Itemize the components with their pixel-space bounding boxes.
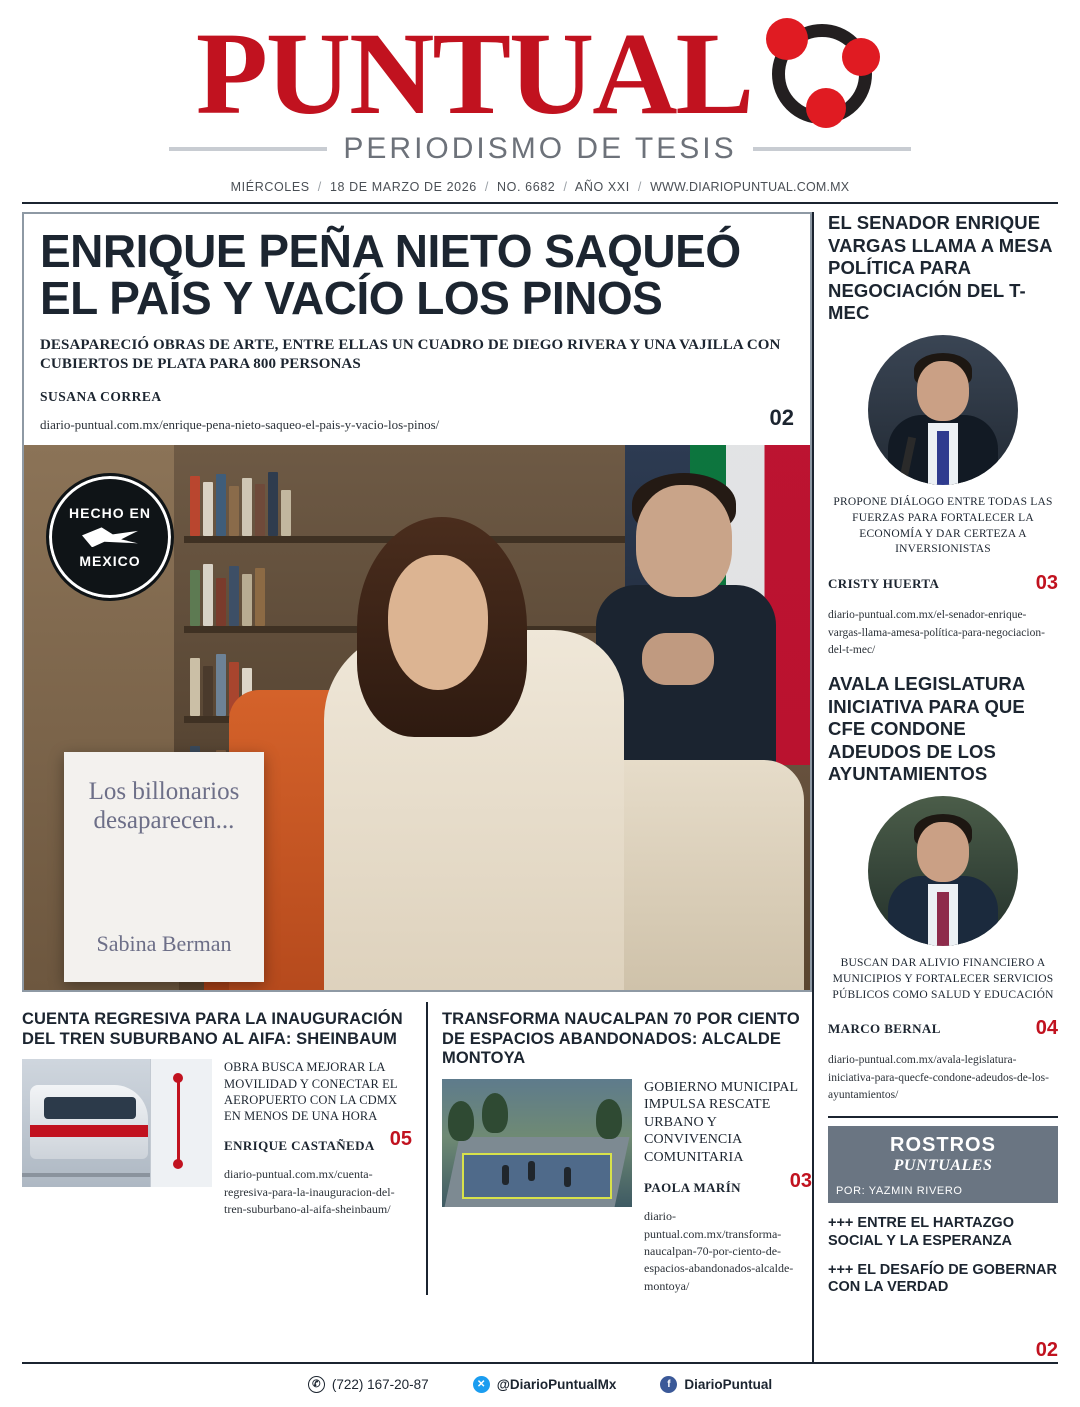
footer-phone-text: (722) 167-20-87	[331, 1377, 429, 1392]
bottom-stories	[22, 1002, 812, 1295]
rostros-item-1[interactable]: +++ ENTRE EL HARTAZGO SOCIAL Y LA ESPERANZA	[828, 1215, 1014, 1249]
rostros-subtitle: PUNTUALES	[893, 1157, 993, 1175]
rostros-page-number: 02	[1035, 1338, 1058, 1361]
footer-twitter-text: @DiarioPuntualMx	[496, 1377, 617, 1392]
bottom-story-1-thumbnail	[22, 1059, 212, 1187]
lead-footer	[40, 405, 794, 433]
phone-icon: ✆	[308, 1376, 325, 1393]
lead-photo	[24, 445, 810, 990]
bottom-story-2[interactable]	[426, 1002, 812, 1295]
tagline: PERIODISMO DE TESIS	[343, 132, 737, 165]
sidebar-story-2-photo	[868, 796, 1018, 946]
bottom-story-2-headline: TRANSFORMA NAUCALPAN 70 POR CIENTO DE ESPACIOS ABANDONADOS: ALCALDE MONTOYA	[442, 1010, 800, 1068]
sidebar-story-1[interactable]	[828, 212, 1058, 659]
stamp-top-text: HECHO EN	[69, 505, 151, 522]
bottom-story-2-thumbnail	[442, 1079, 632, 1207]
rostros-banner	[828, 1126, 1058, 1185]
rostros-title: ROSTROS	[890, 1134, 996, 1157]
dateline-day: MIÉRCOLES	[230, 180, 310, 194]
lead-headline-line2: EL PAÍS Y VACÍO LOS PINOS	[40, 271, 663, 324]
rostros-section[interactable]	[828, 1116, 1058, 1362]
twitter-icon: ✕	[473, 1376, 490, 1393]
main-column	[22, 212, 812, 1362]
footer-twitter[interactable]	[473, 1376, 617, 1393]
footer-facebook[interactable]	[660, 1376, 772, 1393]
sidebar-story-1-deck: PROPONE DIÁLOGO ENTRE TODAS LAS FUERZAS PARA FORTALECER LA ECONOMÍA Y DAR CERTEZA A INVERSIONISTAS	[833, 495, 1053, 556]
sidebar	[812, 212, 1058, 1362]
dateline-issue: NO. 6682	[497, 180, 556, 194]
sidebar-story-1-link[interactable]: diario-puntual.com.mx/el-senador-enrique-vargas-llama-amesa-política-para-negociacion-del-t-mec/	[828, 609, 1045, 656]
lead-story[interactable]	[22, 212, 812, 992]
bottom-story-1-headline: CUENTA REGRESIVA PARA LA INAUGURACIÓN DEL TREN SUBURBANO AL AIFA: SHEINBAUM	[22, 1010, 403, 1048]
bottom-story-1-link[interactable]: diario-puntual.com.mx/cuenta-regresiva-para-la-inauguracion-del-tren-suburbano-al-aifa-sheinbaum/	[224, 1167, 395, 1217]
bottom-story-1-page: 05	[389, 1127, 412, 1150]
dateline: MIÉRCOLES / 18 DE MARZO DE 2026 / NO. 6682 / AÑO XXI / WWW.DIARIOPUNTUAL.COM.MX	[230, 180, 850, 194]
page-grid	[0, 212, 1080, 1362]
book-cover	[64, 752, 264, 982]
lead-headline	[40, 225, 794, 324]
lead-headline-line1: ENRIQUE PEÑA NIETO SAQUEÓ	[40, 225, 741, 277]
lead-subhead: DESAPARECIÓ OBRAS DE ARTE, ENTRE ELLAS UN CUADRO DE DIEGO RIVERA Y UNA VAJILLA CON CUBIERTOS DE PLATA PARA 800 PERSONAS	[40, 336, 781, 372]
logo	[0, 7, 1080, 139]
facebook-icon: f	[660, 1376, 677, 1393]
bottom-story-1-deck: OBRA BUSCA MEJORAR LA MOVILIDAD Y CONECTAR EL AEROPUERTO CON LA CDMX EN MENOS DE UNA HORA	[224, 1060, 398, 1123]
book-title: Los billonarios desaparecen...	[88, 778, 240, 835]
bottom-story-2-author: PAOLA MARÍN	[644, 1180, 741, 1196]
hecho-en-mexico-badge	[46, 473, 174, 601]
bottom-story-1[interactable]	[22, 1002, 426, 1295]
footer-facebook-text: DiarioPuntual	[684, 1377, 773, 1392]
sidebar-story-1-photo	[868, 335, 1018, 485]
eagle-icon	[82, 527, 138, 547]
bottom-story-2-page: 03	[789, 1169, 812, 1192]
logo-mark-icon	[762, 18, 884, 130]
dateline-url[interactable]: WWW.DIARIOPUNTUAL.COM.MX	[650, 180, 850, 194]
tagline-row	[0, 132, 1080, 166]
sidebar-story-1-page: 03	[1035, 572, 1058, 595]
tagline-rule-right	[753, 147, 911, 151]
bottom-story-2-link[interactable]: diario-puntual.com.mx/transforma-naucalpan-70-por-ciento-de-espacios-abandonados-alcalde-montoya/	[644, 1209, 794, 1293]
sidebar-story-2-headline: AVALA LEGISLATURA INICIATIVA PARA QUE CFE CONDONE ADEUDOS DE LOS AYUNTAMIENTOS	[828, 673, 1025, 785]
lead-author: SUSANA CORREA	[40, 389, 162, 405]
footer	[22, 1362, 1058, 1393]
bottom-story-2-deck: GOBIERNO MUNICIPAL IMPULSA RESCATE URBANO Y CONVIVENCIA COMUNITARIA	[644, 1079, 798, 1165]
bottom-story-1-author: ENRIQUE CASTAÑEDA	[224, 1138, 375, 1154]
sidebar-story-2-link[interactable]: diario-puntual.com.mx/avala-legislatura-iniciativa-para-quecfe-condone-adeudos-de-los-ayuntamientos/	[828, 1054, 1049, 1101]
tagline-rule-left	[169, 147, 327, 151]
masthead-divider	[22, 202, 1058, 204]
sidebar-story-1-headline: EL SENADOR ENRIQUE VARGAS LLAMA A MESA POLÍTICA PARA NEGOCIACIÓN DEL T-MEC	[828, 212, 1052, 324]
masthead	[0, 0, 1080, 204]
sidebar-story-1-author: CRISTY HUERTA	[828, 575, 940, 591]
dateline-year: AÑO XXI	[574, 180, 630, 194]
rostros-item-2[interactable]: +++ EL DESAFÍO DE GOBERNAR CON LA VERDAD	[828, 1261, 1057, 1296]
footer-phone[interactable]	[308, 1376, 429, 1393]
sidebar-story-2[interactable]	[828, 673, 1058, 1104]
lead-link[interactable]: diario-puntual.com.mx/enrique-pena-nieto-saqueo-el-pais-y-vacio-los-pinos/	[40, 417, 440, 433]
lead-page-number: 02	[769, 405, 794, 431]
book-author: Sabina Berman	[96, 931, 232, 957]
sidebar-story-2-author: MARCO BERNAL	[828, 1020, 941, 1036]
sidebar-story-2-page: 04	[1035, 1017, 1058, 1040]
dateline-date: 18 DE MARZO DE 2026	[329, 180, 477, 194]
logo-wordmark: PUNTUAL	[195, 7, 753, 139]
stamp-bottom-text: MEXICO	[79, 553, 141, 570]
rostros-byline: POR: YAZMIN RIVERO	[828, 1185, 1058, 1203]
sidebar-story-2-deck: BUSCAN DAR ALIVIO FINANCIERO A MUNICIPIOS Y FORTALECER SERVICIOS PÚBLICOS COMO SALUD Y EDUCACIÓN	[832, 956, 1054, 1001]
